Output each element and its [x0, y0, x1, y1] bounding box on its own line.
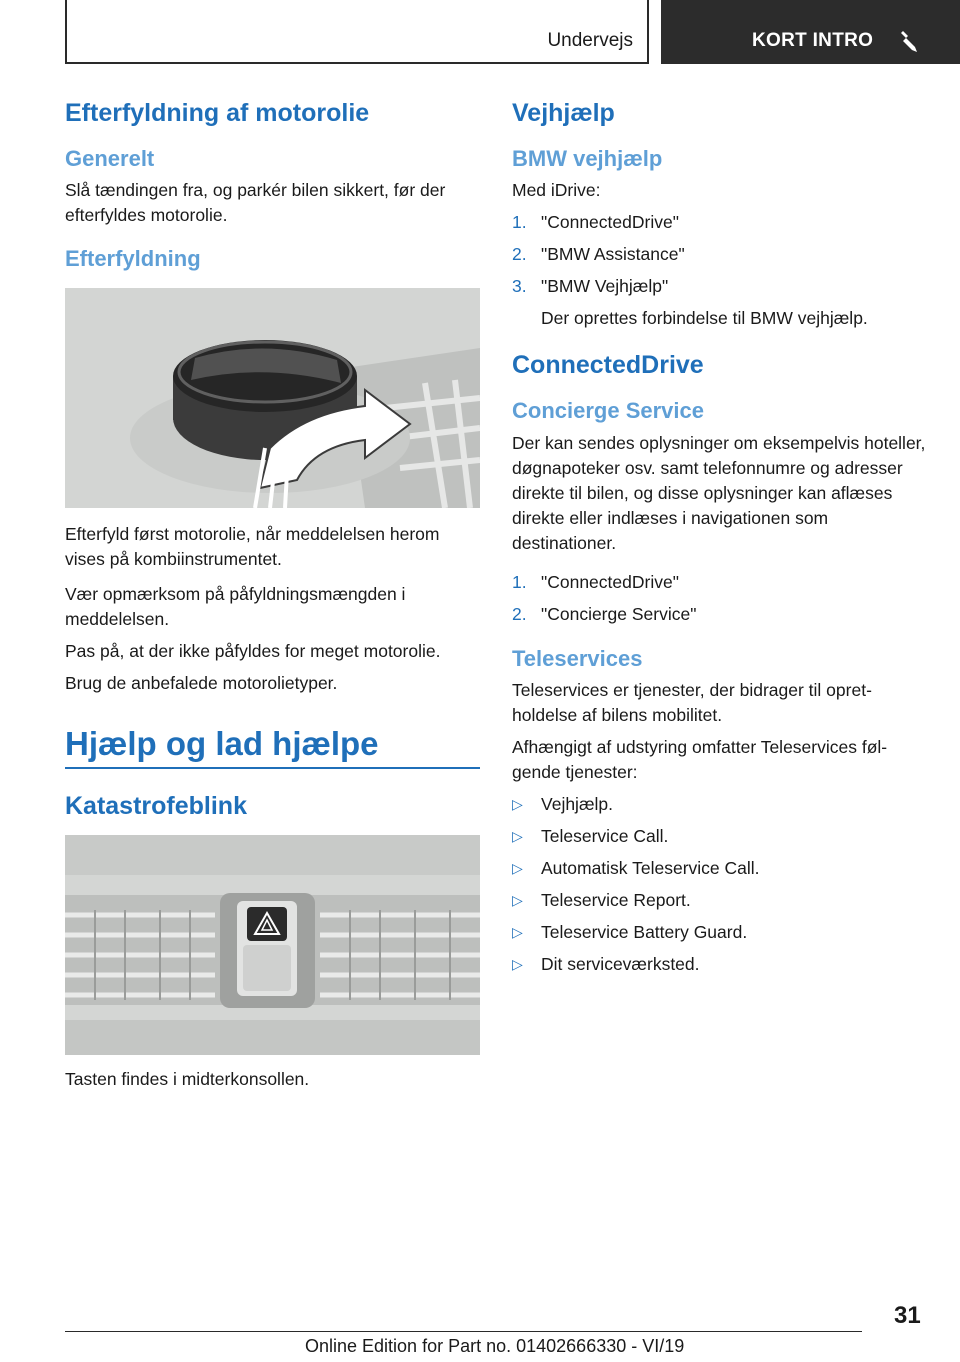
section-title-oil: Efterfyldning af motorolie [65, 99, 370, 127]
triangle-bullet-icon: ▷ [512, 796, 523, 813]
heading-generelt: Generelt [65, 146, 155, 171]
footer-edition: Online Edition for Part no. 01402666330 - VI/19 [305, 1336, 685, 1356]
header-chapter-tab [661, 0, 960, 64]
list-item: 1. "ConnectedDrive" [512, 571, 679, 592]
efterfyldning-paragraph-4: Brug de anbefalede motorolietyper. [65, 672, 338, 693]
list-item: ▷ Vejhjælp. [512, 792, 927, 817]
section-title-roadside: Vejhjælp [512, 99, 615, 127]
list-item: ▷ Automatisk Teleservice Call. [512, 856, 927, 881]
list-item: ▷ Teleservice Battery Guard. [512, 920, 927, 945]
teleservices-paragraph-1: Teleservices er tjenester, der bidrager til opretholdelse af bilens mobilitet. [512, 680, 872, 726]
heading-katastrofeblink: Katastrofeblink [65, 792, 247, 821]
efterfyldning-paragraph-2: Vær opmærksom på påfyldningsmængden i meddelelsen. [65, 583, 406, 629]
bmw-roadside-steps [512, 210, 927, 331]
list-item: ▷ Teleservice Report. [512, 888, 927, 913]
section-title-connecteddrive: ConnectedDrive [512, 351, 704, 380]
triangle-bullet-icon: ▷ [512, 860, 523, 877]
left-column [65, 98, 480, 1092]
teleservices-paragraph-2: Afhængigt af udstyring omfatter Teleservices følgende tjenester: [512, 737, 888, 783]
list-item: 3. "BMW Vejhjælp" Der oprettes forbindelse til BMW vejhjælp. [512, 274, 927, 331]
step-note: Der oprettes forbindelse til BMW vejhjælp. [541, 308, 868, 329]
list-item: 2. "BMW Assistance" [512, 244, 685, 265]
list-item: 2. "Concierge Service" [512, 603, 697, 624]
efterfyldning-paragraph-3: Pas på, at der ikke påfyldes for meget motorolie. [65, 640, 441, 661]
heading-concierge: Concierge Service [512, 398, 704, 424]
header-section-label: Undervejs [547, 30, 633, 51]
teleservices-list [512, 792, 927, 977]
oil-cap-illustration [65, 288, 480, 508]
right-column [512, 98, 927, 984]
triangle-bullet-icon: ▷ [512, 892, 523, 909]
triangle-bullet-icon: ▷ [512, 924, 523, 941]
footer-divider [65, 1331, 862, 1332]
header-section-tab [65, 0, 649, 64]
section-title-help: Hjælp og lad hjælpe [65, 724, 379, 762]
bmw-roadside-intro: Med iDrive: [512, 180, 601, 201]
list-item: ▷ Teleservice Call. [512, 824, 927, 849]
wrench-icon [895, 28, 921, 54]
list-item: ▷ Dit serviceværksted. [512, 952, 927, 977]
triangle-bullet-icon: ▷ [512, 828, 523, 845]
heading-teleservices: Teleservices [512, 645, 643, 671]
page-number: 31 [894, 1302, 921, 1329]
efterfyldning-paragraph-1: Efterfyld først motorolie, når meddelelsen herom vises på kombiinstrumentet. [65, 523, 440, 569]
triangle-bullet-icon: ▷ [512, 956, 523, 973]
heading-efterfyldning: Efterfyldning [65, 246, 201, 272]
katastrofeblink-caption: Tasten findes i midterkonsollen. [65, 1069, 310, 1090]
heading-bmw-roadside: BMW vejhjælp [512, 146, 663, 171]
generelt-text: Slå tændingen fra, og parkér bilen sikkert, før der efterfyldes motorolie. [65, 180, 446, 226]
concierge-text: Der kan sendes oplysninger om eksempelvis hoteller, døgnapoteker osv. samt telefonnumre og adresser direkte til bilen, og disse oplysninger kan aflæses direkte eller indlæses i navigationen som destinationer. [512, 432, 926, 553]
section-divider [65, 767, 480, 769]
header-chapter-label: KORT INTRO [752, 30, 874, 51]
list-item: 1. "ConnectedDrive" [512, 212, 679, 233]
hazard-button-illustration [65, 835, 480, 1055]
concierge-steps [512, 570, 927, 627]
